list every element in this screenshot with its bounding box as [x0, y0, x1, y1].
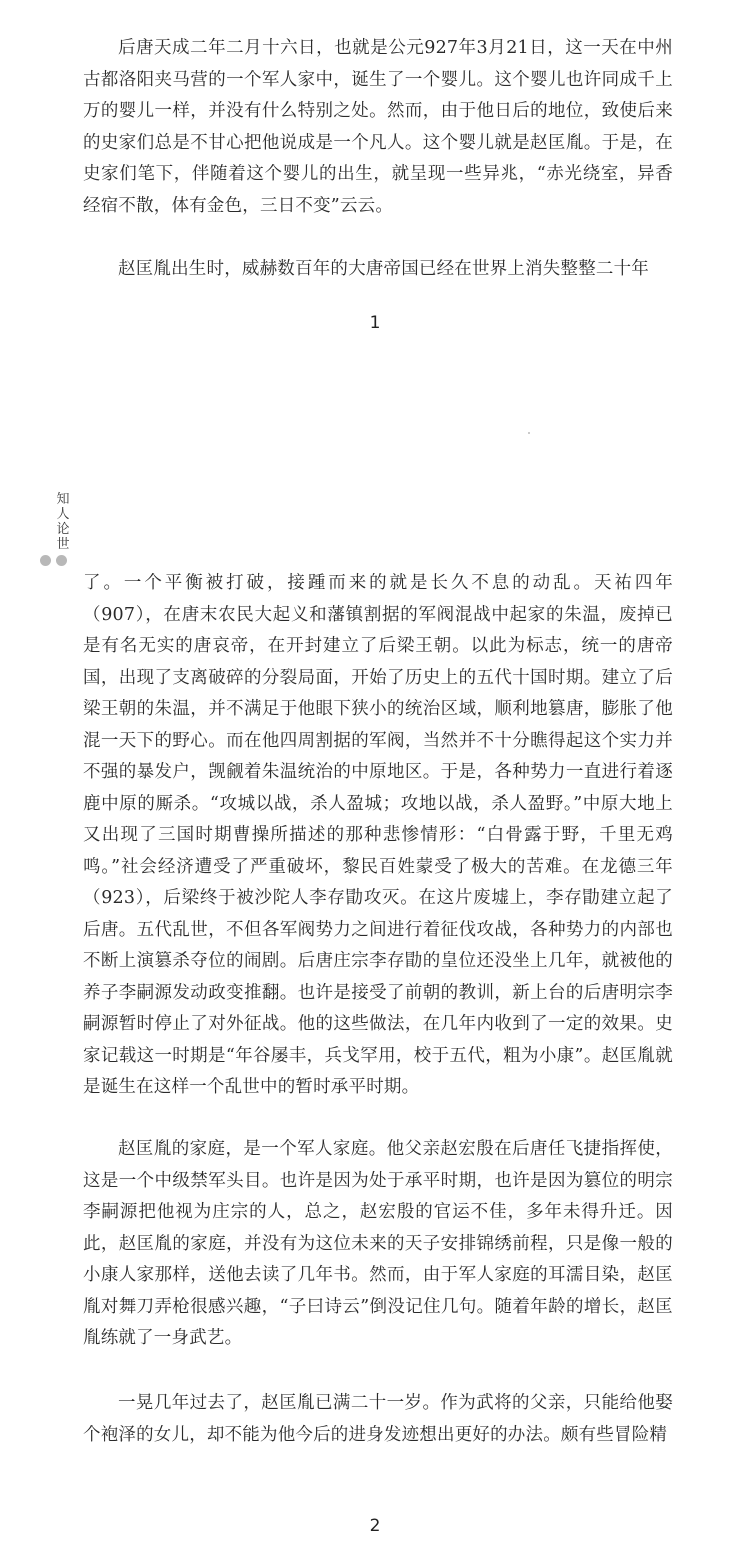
book-page-2	[0, 470, 750, 1546]
scan-speck	[528, 432, 530, 434]
section-side-label: 知人论世	[56, 492, 70, 552]
book-page-1	[0, 0, 750, 390]
dot-icon	[40, 555, 51, 566]
paragraph: 一晃几年过去了，赵匡胤已满二十一岁。作为武将的父亲，只能给他娶个袍泽的女儿，却不能为他今后的进身发迹想出更好的办法。颇有些冒险精	[83, 1393, 673, 1445]
paragraph: 赵匡胤出生时，威赫数百年的大唐帝国已经在世界上消失整整二十年	[118, 259, 649, 279]
decorative-dots-icon	[40, 555, 70, 567]
paragraph: 了。一个平衡被打破，接踵而来的就是长久不息的动乱。天祐四年（907），在唐末农民大起义和藩镇割据的军阀混战中起家的朱温，废掉已是有名无实的唐哀帝，在开封建立了后梁王朝。以此为标志，统一的唐帝国，出现了支离破碎的分裂局面，开始了历史上的五代十国时期。建立了后梁王朝的朱温，并不满足于他眼下狭小的统治区域，顺利地篡唐，膨胀了他混一天下的野心。而在他四周割据的军阀，当然并不十分瞧得起这个实力并不强的暴发户，觊觎着朱温统治的中原地区。于是，各种势力一直进行着逐鹿中原的厮杀。“攻城以战，杀人盈城；攻地以战，杀人盈野。”中原大地上又出现了三国时期曹操所描述的那种悲惨情形：“白骨露于野，千里无鸡鸣。”社会经济遭受了严重破坏，黎民百姓蒙受了极大的苦难。在龙德三年（923），后梁终于被沙陀人李存勖攻灭。在这片废墟上，李存勖建立起了后唐。五代乱世，不但各军阀势力之间进行着征伐攻战，各种势力的内部也不断上演篡杀夺位的闹剧。后唐庄宗李存勖的皇位还没坐上几年，就被他的养子李嗣源发动政变推翻。也许是接受了前朝的教训，新上台的后唐明宗李嗣源暂时停止了对外征战。他的这些做法，在几年内收到了一定的效果。史家记载这一时期是“年谷屡丰，兵戈罕用，校于五代，粗为小康”。赵匡胤就是诞生在这样一个乱世中的暂时承平时期。	[83, 573, 673, 1097]
page-number: 2	[369, 1516, 381, 1536]
paragraph: 后唐天成二年二月十六日，也就是公元927年3月21日，这一天在中州古都洛阳夹马营的一个军人家中，诞生了一个婴儿。这个婴儿也许同成千上万的婴儿一样，并没有什么特别之处。然而，由于他日后的地位，致使后来的史家们总是不甘心把他说成是一个凡人。这个婴儿就是赵匡胤。于是，在史家们笔下，伴随着这个婴儿的出生，就呈现一些异兆，“赤光绕室，异香经宿不散，体有金色，三日不变”云云。	[83, 38, 673, 216]
page-number: 1	[369, 313, 381, 333]
paragraph: 赵匡胤的家庭，是一个军人家庭。他父亲赵宏殷在后唐任飞捷指挥使，这是一个中级禁军头目。也许是因为处于承平时期，也许是因为篡位的明宗李嗣源把他视为庄宗的人，总之，赵宏殷的官运不佳，多年未得升迁。因此，赵匡胤的家庭，并没有为这位未来的天子安排锦绣前程，只是像一般的小康人家那样，送他去读了几年书。然而，由于军人家庭的耳濡目染，赵匡胤对舞刀弄枪很感兴趣，“子曰诗云”倒没记住几句。随着年龄的增长，赵匡胤练就了一身武艺。	[83, 1139, 673, 1348]
dot-icon	[56, 555, 67, 566]
